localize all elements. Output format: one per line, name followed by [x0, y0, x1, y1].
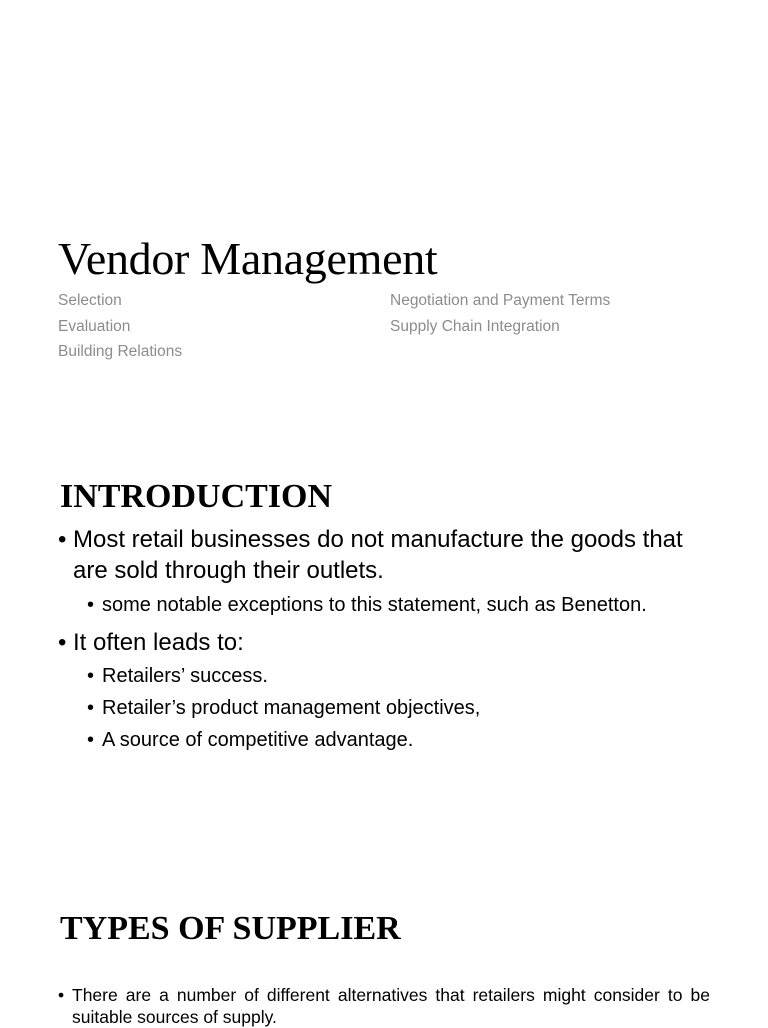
- introduction-heading: INTRODUCTION: [60, 478, 333, 515]
- sub-bullet-item: [58, 727, 710, 754]
- subtitle-list-left: [58, 288, 182, 365]
- bullet-dot-icon: •: [87, 665, 95, 687]
- bullet-text: A source of competitive advantage.: [102, 729, 414, 751]
- subtitle-item: Selection: [58, 292, 122, 309]
- bullet-text: Most retail businesses do not manufacture the goods that are sold through their outlets.: [73, 526, 683, 584]
- sub-bullet-item: [58, 695, 710, 722]
- bullet-item: [58, 524, 710, 586]
- bullet-item: [58, 984, 710, 1028]
- types-of-supplier-heading: TYPES OF SUPPLIER: [60, 910, 401, 947]
- bullet-text: Retailer’s product management objectives,: [102, 697, 481, 719]
- bullet-text: Retailers’ success.: [102, 665, 268, 687]
- subtitle-item: Building Relations: [58, 343, 183, 360]
- bullet-item: [58, 627, 710, 658]
- bullet-dot-icon: •: [58, 629, 67, 656]
- bullet-text: some notable exceptions to this statement, such as Benetton.: [102, 594, 647, 616]
- bullet-text: It often leads to:: [73, 629, 244, 656]
- subtitle-item: Evaluation: [58, 317, 131, 335]
- slide-title: Vendor Management: [58, 233, 438, 284]
- subtitle-item: Negotiation and Payment Terms: [390, 292, 611, 309]
- sub-bullet-item: [58, 663, 710, 690]
- bullet-dot-icon: •: [58, 526, 67, 553]
- bullet-dot-icon: •: [87, 697, 95, 719]
- bullet-text: There are a number of different alternatives that retailers might consider to be suitable sources of supply.: [72, 985, 710, 1027]
- bullet-dot-icon: •: [58, 985, 65, 1005]
- title-slide: [0, 0, 768, 420]
- introduction-bullet-list: [58, 524, 710, 754]
- bullet-dot-icon: •: [87, 729, 95, 751]
- sub-bullet-item: [58, 592, 710, 619]
- subtitle-item: Supply Chain Integration: [390, 317, 560, 335]
- types-bullet-list: [58, 984, 710, 1028]
- bullet-dot-icon: •: [87, 594, 95, 616]
- subtitle-list-right: [390, 288, 610, 339]
